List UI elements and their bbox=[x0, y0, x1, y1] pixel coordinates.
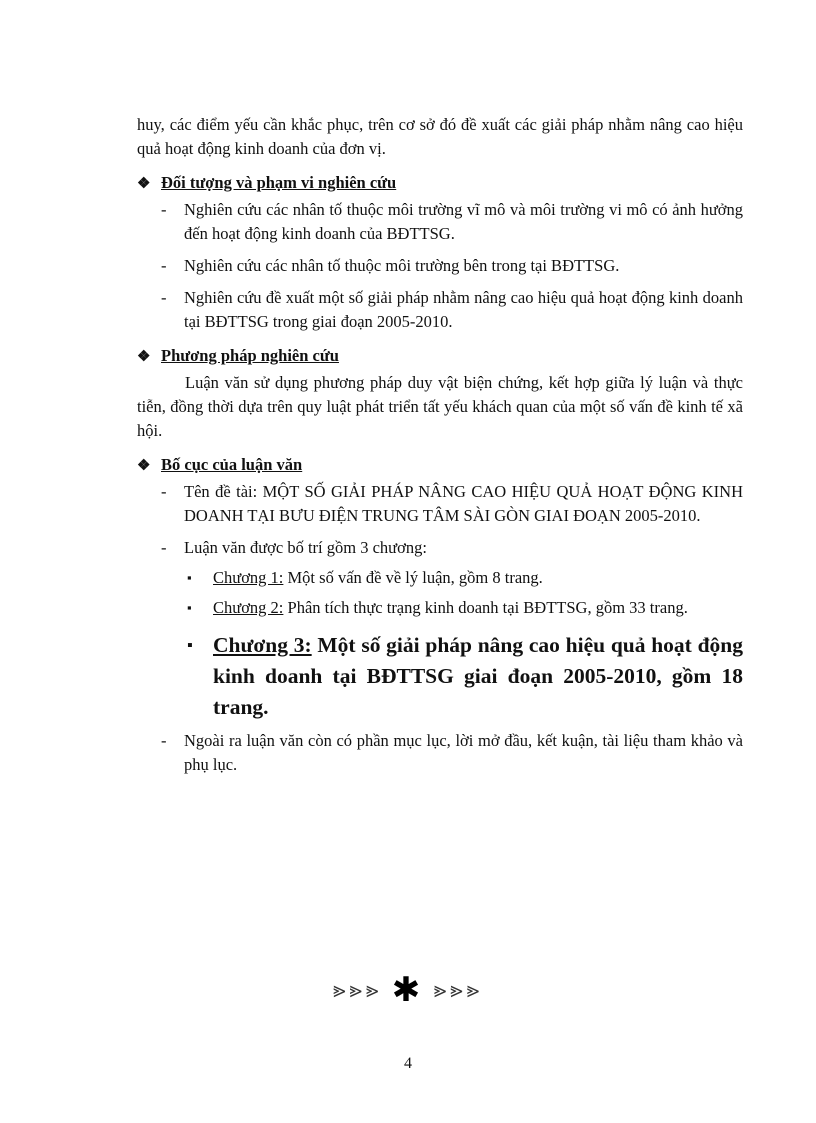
section-title-method: Phương pháp nghiên cứu bbox=[161, 346, 339, 365]
diamond-bullet-icon: ❖ bbox=[137, 176, 151, 192]
chapters-intro: Luận văn được bố trí gồm 3 chương: bbox=[184, 538, 427, 557]
chapter-3-label: Chương 3: bbox=[213, 633, 312, 657]
chapter-2-item bbox=[137, 596, 743, 620]
chapter-2-label: Chương 2: bbox=[213, 598, 284, 617]
square-bullet-icon: ▪ bbox=[187, 600, 192, 615]
dash-marker: - bbox=[161, 482, 167, 501]
chapter-2-desc: Phân tích thực trạng kinh doanh tại BĐTTSG, gồm 33 trang. bbox=[283, 598, 688, 617]
list-item-text: Nghiên cứu đề xuất một số giải pháp nhằm nâng cao hiệu quả hoạt động kinh doanh tại BĐTTSG trong giai đoạn 2005-2010. bbox=[184, 288, 743, 331]
square-bullet-icon: ▪ bbox=[187, 570, 192, 585]
dash-marker: - bbox=[161, 200, 167, 219]
section-heading-scope bbox=[137, 171, 743, 196]
section-title-layout: Bố cục của luận văn bbox=[161, 455, 303, 474]
list-item bbox=[137, 198, 743, 246]
chapter-1-desc: Một số vấn đề về lý luận, gồm 8 trang. bbox=[283, 568, 543, 587]
chapter-1-item bbox=[137, 566, 743, 590]
list-item bbox=[137, 286, 743, 334]
section-title-scope: Đối tượng và phạm vi nghiên cứu bbox=[161, 173, 397, 192]
chapter-3-desc: Một số giải pháp nâng cao hiệu quả hoạt động kinh doanh tại BĐTTSG giai đoạn 2005-2010, gồm 18 trang. bbox=[213, 633, 743, 719]
chapter-3-text bbox=[213, 630, 743, 723]
thesis-title: Tên đề tài: MỘT SỐ GIẢI PHÁP NÂNG CAO HIỆU QUẢ HOẠT ĐỘNG KINH DOANH TẠI BƯU ĐIỆN TRUNG TÂM SÀI GÒN GIAI ĐOẠN 2005-2010. bbox=[184, 482, 743, 525]
intro-paragraph: huy, các điểm yếu cần khắc phục, trên cơ sở đó đề xuất các giải pháp nhằm nâng cao hiệu quả hoạt động kinh doanh của đơn vị. bbox=[137, 115, 743, 158]
chapter-3-item bbox=[137, 630, 743, 723]
dash-marker: - bbox=[161, 731, 167, 750]
ornament-left-icon: ⪢⪢⪢ bbox=[333, 977, 383, 1002]
chapter-1-label: Chương 1: bbox=[213, 568, 284, 587]
list-item bbox=[137, 536, 743, 560]
chapter-1-text bbox=[213, 566, 743, 590]
method-paragraph: Luận văn sử dụng phương pháp duy vật biện chứng, kết hợp giữa lý luận và thực tiễn, đồng thời dựa trên quy luật phát triển tất yếu khách quan của một số vấn đề kinh tế xã hội. bbox=[137, 373, 743, 440]
list-item-text: Nghiên cứu các nhân tố thuộc môi trường bên trong tại BĐTTSG. bbox=[184, 256, 620, 275]
dash-marker: - bbox=[161, 538, 167, 557]
decorative-ornament bbox=[0, 970, 816, 1010]
dash-marker: - bbox=[161, 256, 167, 275]
list-item-text: Nghiên cứu các nhân tố thuộc môi trường vĩ mô và môi trường vi mô có ảnh hưởng đến hoạt động kinh doanh của BĐTTSG. bbox=[184, 200, 743, 243]
list-item bbox=[137, 480, 743, 528]
dash-marker: - bbox=[161, 288, 167, 307]
square-bullet-icon: ▪ bbox=[187, 637, 193, 654]
other-parts: Ngoài ra luận văn còn có phần mục lục, lời mở đầu, kết kuận, tài liệu tham khảo và phụ lục. bbox=[184, 731, 743, 774]
page-number: 4 bbox=[404, 1055, 412, 1072]
section-heading-method bbox=[137, 344, 743, 369]
page-content bbox=[137, 113, 743, 785]
asterisk-star-icon: ✱ bbox=[391, 972, 425, 1009]
section-heading-layout bbox=[137, 453, 743, 478]
diamond-bullet-icon: ❖ bbox=[137, 349, 151, 365]
diamond-bullet-icon: ❖ bbox=[137, 458, 151, 474]
ornament-right-icon: ⪢⪢⪢ bbox=[433, 977, 483, 1002]
list-item bbox=[137, 254, 743, 278]
chapter-2-text bbox=[213, 596, 743, 620]
list-item bbox=[137, 729, 743, 777]
